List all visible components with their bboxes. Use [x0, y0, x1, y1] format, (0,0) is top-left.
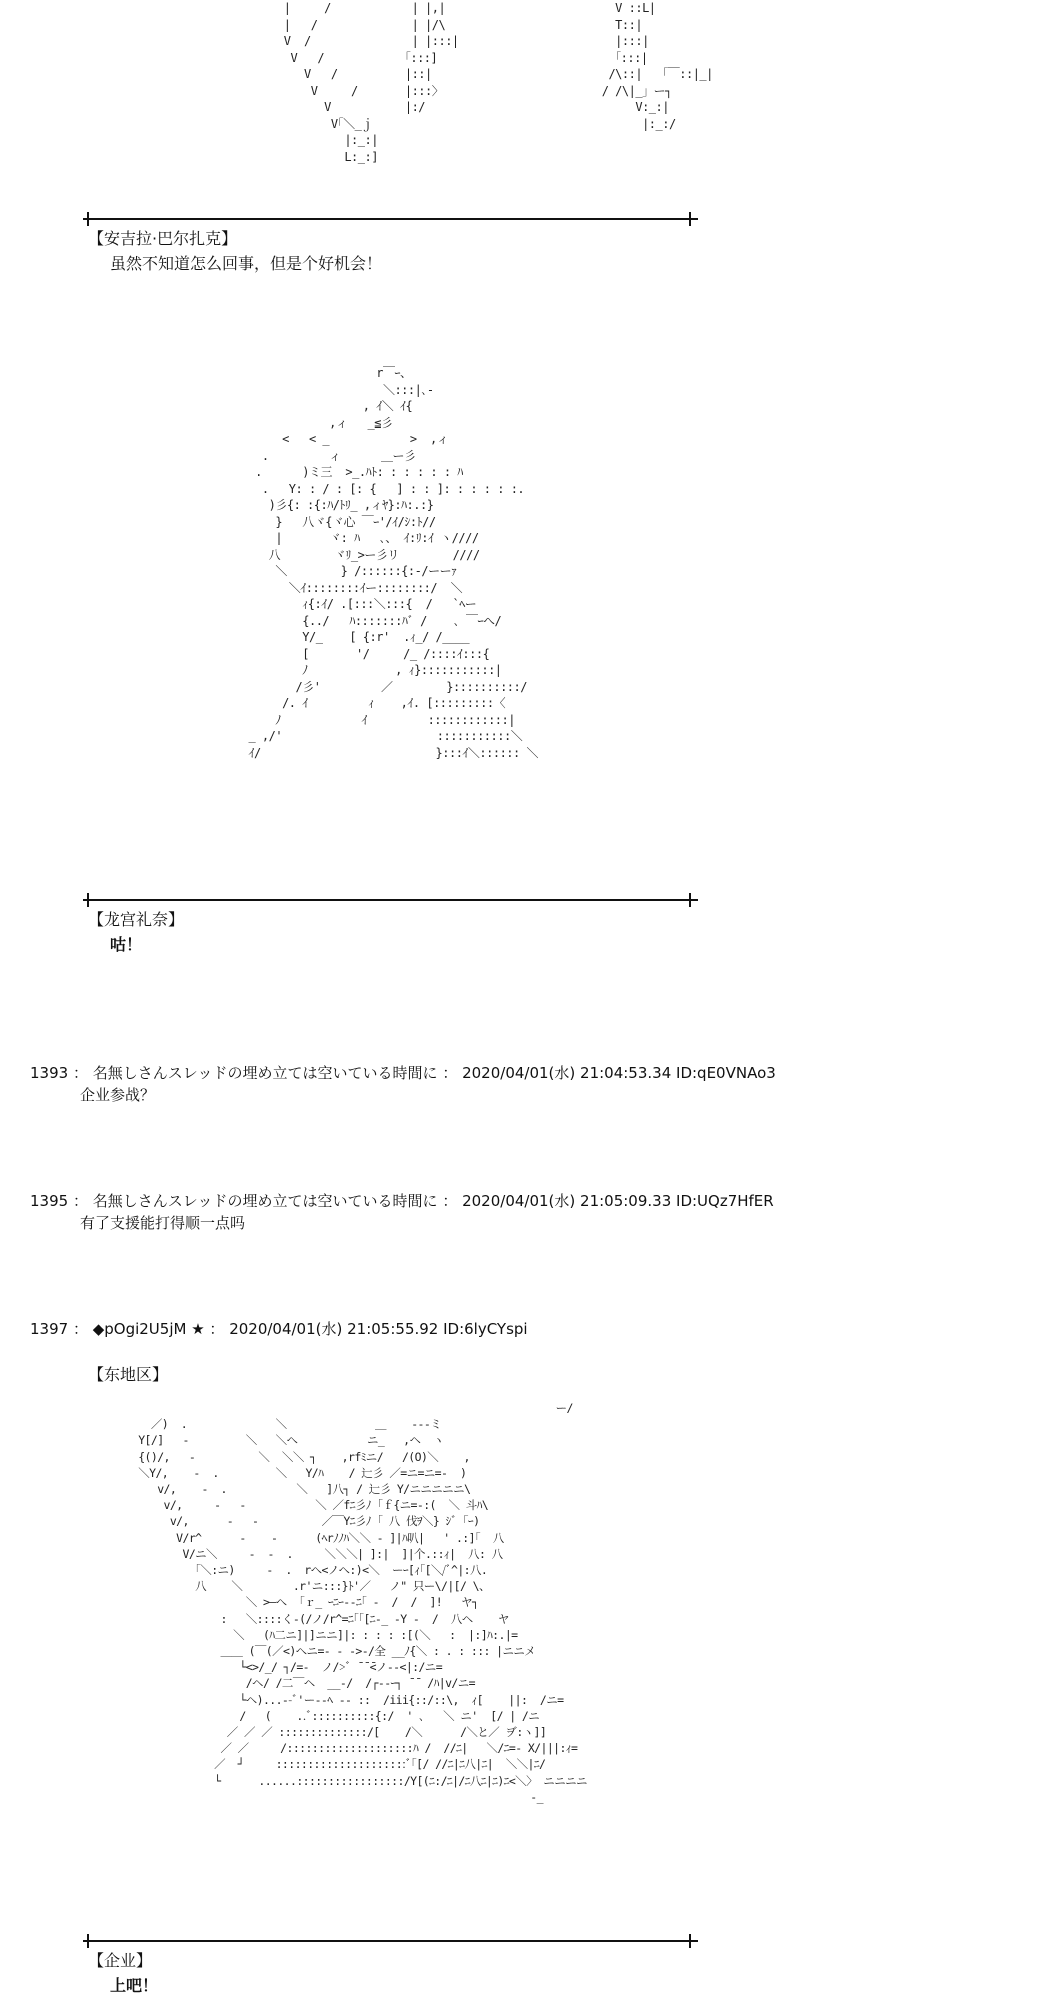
divider-tick-left	[87, 893, 89, 907]
ascii-art-bottom: ー/ ／) . ＼ ＿ ---ミ Y[/] - ＼ ＼へ ニ_ ,ヘ ヽ {()/, - ＼ ＼＼ ┐ ,rfﾐニ/ /(O)＼ , ＼Y/, - . ＼ Y/ﾊ / 辷彡 ／=ニ=ニ=- ) v/, - . ＼ ]八┐ / 辷彡 Y/ニニニニニ\ v/, - - ＼ ／fﾆ彡ﾉ ｢ｆ{ニ=-:( ＼ 斗ﾊ\ v/, - - ／￣Yﾆ彡ﾉ ｢ 八 伐ｦ＼} ｼﾞ ｢ｰ) V/r^ - - (ﾍrﾉﾉﾊ＼＼ - ]|ﾊ叭| ' .:]｢ 八 V/ニ＼ - - . ＼＼＼| ]:| ]|个.::ｨ| 八: 八 ｢＼:ニ) - . rへ<ノへ:)<＼ ーｰ[ｨ｢[＼/ﾞ^|:八. 八 ＼ .r'ニ:::}ﾄ'／ ノ" 只ー\/|[/ \、 ＼ >―へ ｢ｒ_ ｰﾆｰ--ﾆ｢ ‐ / / ]! ヤ┐ : ＼::::く-(/ノ/r^=ﾆ｢｢[ﾆ-_ -Y ‐ / 八ヘ ヤ ＼ (ﾊ二ニ]|]ニニ]|: : : : :[(＼ : |:]ﾊ:.|= ＿＿ (￣(／<)へニ=- - ->-/全 __ﾉ{＼ : . : ::: |ニニメ └<>/_/ ┐/=- ノ/>ﾞ ̄ ̄ ̄<ノ--<|:/ニ= /ヘ/ /二￣ヘ __-/ /┌--ｰ┐ ̄ ̄ /ﾊ|v/ニ= └ヘ)...--ﾞ'ー--ﾍ -- :: /iii{::/::\, ｨ[ ||: /ニ= / ( ..ﾞ::::::::::{:/ ' ､ ＼ ニ' [/ | /ニ ／ ／ ／ ::::::::::::::/[ /＼ /＼と／ ヺ:ヽ]] ／ ／ /::::::::::::::::::::ﾊ / //ﾆ| ＼/ﾆ=- X/|||:ｨ= ／ ┘ :::::::::::::::::::::ﾞ｢[/ //ﾆ|ﾆ八|ﾆ| ＼＼|ﾆ/ └ ......:::::::::::::::::/Y[(ﾆ:/ﾆ|/ﾆ八ﾆ|ﾆ)ﾆ<＼〉 ニニニニ ‐_	[138, 1401, 587, 1804]
speaker-name: 【东地区】	[88, 1365, 169, 1384]
dialogue-line: 咕！	[110, 935, 143, 954]
divider-tick-left	[87, 1934, 89, 1948]
divider-tick-right	[689, 1934, 691, 1948]
ascii-art-top-right: V ::L| T::| |:::| ｢:::| /\::| ｢￣::|_| / /\|_」ー┐ V:_:| |:_:/	[601, 1, 713, 131]
divider-rule-1	[83, 218, 698, 220]
post-header: 1395 ： 名無しさんスレッドの埋め立ては空いている時間に ： 2020/04/01(水) 21:05:09.33 ID:UQz7HfER	[30, 1192, 774, 1210]
dialogue-line: 虽然不知道怎么回事，但是个好机会！	[110, 254, 383, 273]
speaker-name: 【安吉拉·巴尔扎克】	[88, 229, 238, 248]
divider-tick-right	[689, 893, 691, 907]
speaker-name: 【龙宫礼奈】	[88, 910, 185, 929]
ascii-art-middle: r￣ｰ、 ＼:::|､- , ｲ＼ ｲ{ ,ィ _≦彡 < < _ > ,ィ . ィ ＿ー彡 . )ミ三 >_.ﾊﾄ: : : : : : ﾊ . Y: : / : [: { ] : : ]: : : : : :. )彡{: :{:ﾊ/ﾄﾘ_ ,ィﾔ}:ﾊ:.:} } 八ヾ{ヾ心 ￣ｰ'/ｲ/ｼ:ﾄ// | ヾ: ﾊ ､、 ｲ:ﾘ:ｲ ヽ//// 八 ヾﾘ_>ー彡リ //// ＼ } /::::::{:-/ーーｧ ＼ｲ::::::::ｲー::::::::/ ＼ ｨ{:ｲ/ .[:::＼:::{ / `ﾍー {../ ﾊ:::::::ﾊﾞ / ､ ￣ｰへ/ Y/_ [ {:r' .ｨ_/ /____ [ '/ /_ /::::ｲ:::{ ﾉ , ｨ}:::::::::::| /彡' ／ }::::::::::/ /. ｲ ｨ ,ｲ. [:::::::::〈 ﾉ ｲ ::::::::::::| _ ,/' :::::::::::＼ ｲ/ }:::ｲ＼:::::: ＼	[248, 366, 538, 760]
divider-tick-right	[689, 212, 691, 226]
dialogue-line: 上吧！	[110, 1976, 159, 1995]
ascii-art-top: | / | |,| | / | |/\ V / | |:::| V / ｢:::] V / |::| V / |:::〉 V |:/ V｢＼_ｊ |:_:| L:_:]	[283, 1, 459, 164]
post-header: 1397 ： ◆pOgi2U5jM ★ ： 2020/04/01(水) 21:05:55.92 ID:6lyCYspi	[30, 1320, 528, 1338]
speaker-name: 【企业】	[88, 1951, 153, 1970]
post-body: 有了支援能打得顺一点吗	[80, 1214, 246, 1232]
post-body: 企业参战？	[80, 1086, 156, 1104]
divider-rule-2	[83, 899, 698, 901]
divider-tick-left	[87, 212, 89, 226]
divider-rule-3	[83, 1940, 698, 1942]
post-header: 1393 ： 名無しさんスレッドの埋め立ては空いている時間に ： 2020/04/01(水) 21:04:53.34 ID:qE0VNAo3	[30, 1064, 776, 1082]
